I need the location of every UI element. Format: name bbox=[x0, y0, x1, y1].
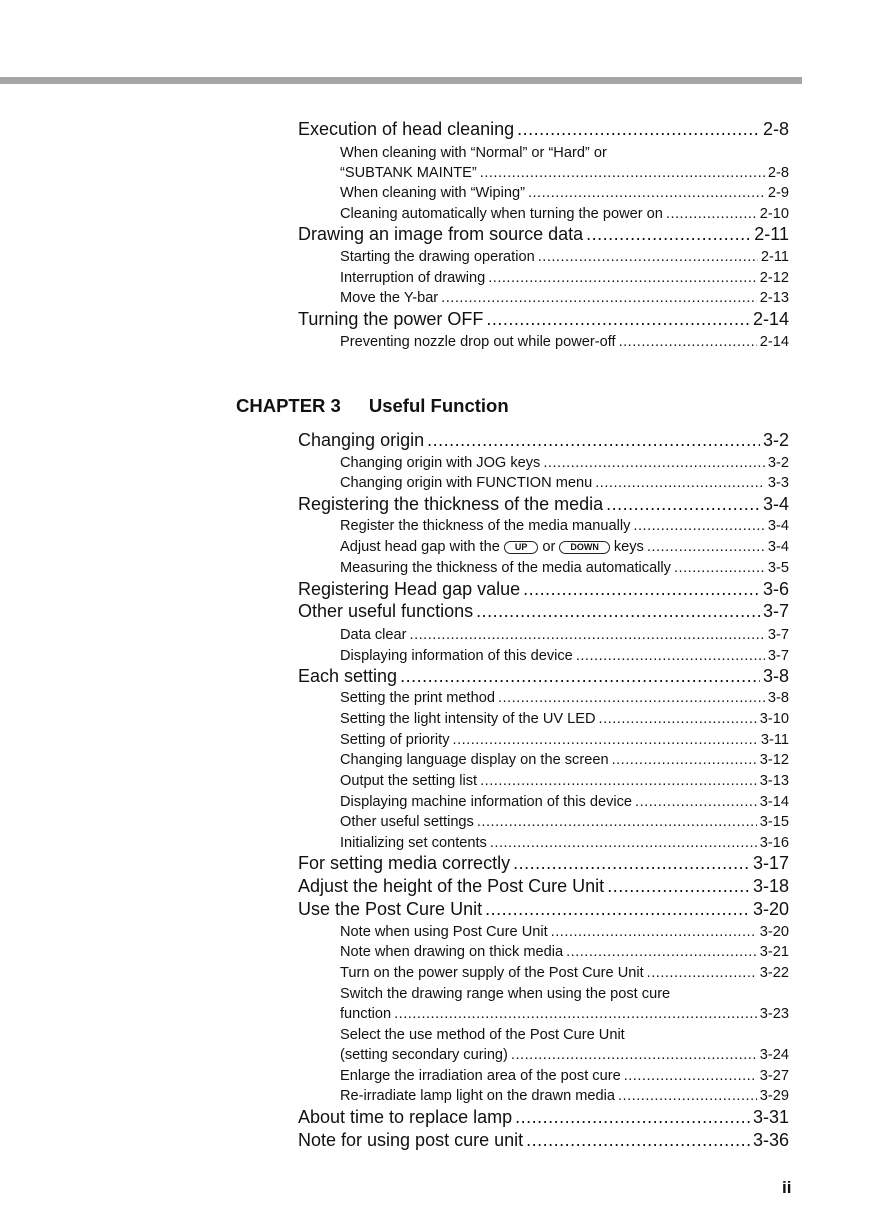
toc-entry-page: 3-16 bbox=[759, 835, 789, 851]
toc-entry-label: “SUBTANK MAINTE” bbox=[340, 165, 477, 181]
toc-entry-label: For setting media correctly bbox=[298, 853, 511, 873]
toc-entry-label: Execution of head cleaning bbox=[298, 119, 515, 139]
toc-subentry[interactable] bbox=[340, 475, 789, 493]
toc-entry-page: 3-17 bbox=[752, 853, 789, 873]
toc-entry-label: Move the Y-bar bbox=[340, 290, 439, 306]
toc-subentry[interactable] bbox=[340, 334, 789, 352]
toc-entry[interactable] bbox=[298, 1130, 789, 1152]
toc-entry-label: Setting of priority bbox=[340, 732, 450, 748]
toc-entry-page: 3-22 bbox=[759, 965, 789, 981]
toc-subentry[interactable] bbox=[340, 924, 789, 942]
toc-entry-label: Turning the power OFF bbox=[298, 309, 484, 329]
toc-entry-page: 3-29 bbox=[759, 1088, 789, 1104]
toc-entry-label: Register the thickness of the media manually bbox=[340, 518, 631, 534]
toc-entry-label: Starting the drawing operation bbox=[340, 249, 535, 265]
toc-entry-label: Measuring the thickness of the media automatically bbox=[340, 560, 671, 576]
toc-entry-label: Preventing nozzle drop out while power-off bbox=[340, 334, 616, 350]
toc-subentry[interactable] bbox=[340, 165, 789, 183]
toc-entry[interactable] bbox=[298, 224, 789, 246]
toc-entry[interactable] bbox=[298, 430, 789, 452]
toc-subentry[interactable] bbox=[340, 185, 789, 203]
toc-subentry[interactable] bbox=[340, 1047, 789, 1065]
chapter-number: CHAPTER 3 bbox=[236, 395, 341, 416]
toc-entry-label: Enlarge the irradiation area of the post cure bbox=[340, 1068, 621, 1084]
toc-entry[interactable] bbox=[298, 579, 789, 601]
toc-entry[interactable] bbox=[298, 1107, 789, 1129]
chapter-title: Useful Function bbox=[368, 395, 509, 416]
toc-entry-page: 3-36 bbox=[752, 1130, 789, 1150]
toc-subentry[interactable] bbox=[340, 794, 789, 812]
toc-entry-label-line: Switch the drawing range when using the post cure bbox=[340, 986, 671, 1002]
toc-subentry[interactable] bbox=[340, 539, 789, 557]
toc-entry-label: Turn on the power supply of the Post Cure Unit bbox=[340, 965, 644, 981]
toc-subentry[interactable] bbox=[340, 711, 789, 729]
page-number: ii bbox=[782, 1178, 792, 1197]
toc-entry-page: 2-11 bbox=[754, 224, 789, 244]
toc-subentry[interactable] bbox=[340, 560, 789, 578]
toc-entry-page: 3-6 bbox=[762, 579, 789, 599]
toc-entry-page: 3-4 bbox=[767, 518, 789, 534]
toc-entry-page: 3-10 bbox=[759, 711, 789, 727]
toc-subentry[interactable] bbox=[340, 835, 789, 853]
toc-entry-page: 2-12 bbox=[759, 270, 789, 286]
toc-entry-page: 2-13 bbox=[759, 290, 789, 306]
toc-entry-page: 3-2 bbox=[762, 430, 789, 450]
toc-entry-page: 3-8 bbox=[767, 690, 789, 706]
toc-subentry[interactable] bbox=[340, 627, 789, 645]
toc-entry[interactable] bbox=[298, 119, 789, 141]
toc-entry[interactable] bbox=[298, 899, 789, 921]
toc-entry-page: 2-8 bbox=[762, 119, 789, 139]
toc-entry-label: Changing language display on the screen bbox=[340, 752, 609, 768]
toc-entry-page: 3-5 bbox=[767, 560, 789, 576]
toc-entry-page: 3-2 bbox=[767, 455, 789, 471]
toc-entry-label: Other useful settings bbox=[340, 814, 474, 830]
header-rule bbox=[0, 77, 802, 84]
toc-entry-page: 3-14 bbox=[759, 794, 789, 810]
toc-entry-label: Cleaning automatically when turning the power on bbox=[340, 206, 663, 222]
toc-entry-label: Each setting bbox=[298, 666, 398, 686]
toc-entry-label: Changing origin with FUNCTION menu bbox=[340, 475, 593, 491]
toc-subentry[interactable] bbox=[340, 690, 789, 708]
toc-entry-label: Note when using Post Cure Unit bbox=[340, 924, 548, 940]
toc-entry-label: Registering the thickness of the media bbox=[298, 494, 604, 514]
up-key-icon: UP bbox=[504, 541, 539, 554]
toc-subentry[interactable] bbox=[340, 290, 789, 308]
toc-entry-page: 3-15 bbox=[759, 814, 789, 830]
toc-entry-page: 3-7 bbox=[767, 627, 789, 643]
toc-entry-label: Adjust head gap with the UP or DOWN keys bbox=[340, 539, 644, 555]
toc-subentry[interactable] bbox=[340, 270, 789, 288]
toc-entry-label: Note for using post cure unit bbox=[298, 1130, 524, 1150]
toc-entry[interactable] bbox=[298, 666, 789, 688]
toc-entry-page: 3-4 bbox=[767, 539, 789, 555]
toc-entry-page: 3-4 bbox=[762, 494, 789, 514]
toc-subentry[interactable] bbox=[340, 752, 789, 770]
toc-entry-page: 3-23 bbox=[759, 1006, 789, 1022]
toc-entry-label-line: When cleaning with “Normal” or “Hard” or bbox=[340, 145, 607, 161]
toc-entry-page: 3-24 bbox=[759, 1047, 789, 1063]
toc-entry-label-line: Select the use method of the Post Cure Unit bbox=[340, 1027, 625, 1043]
toc-entry-page: 3-27 bbox=[759, 1068, 789, 1084]
toc-entry-page: 3-21 bbox=[759, 944, 789, 960]
toc-entry-label: Drawing an image from source data bbox=[298, 224, 584, 244]
toc-entry-page: 2-10 bbox=[759, 206, 789, 222]
toc-entry-page: 3-31 bbox=[752, 1107, 789, 1127]
toc-entry-label: Use the Post Cure Unit bbox=[298, 899, 483, 919]
toc-subentry[interactable] bbox=[340, 732, 789, 750]
toc-entry-label: Changing origin bbox=[298, 430, 425, 450]
toc-entry-label: Adjust the height of the Post Cure Unit bbox=[298, 876, 605, 896]
toc-entry-label: Setting the print method bbox=[340, 690, 495, 706]
toc-subentry[interactable] bbox=[340, 773, 789, 791]
toc-entry-label: Interruption of drawing bbox=[340, 270, 486, 286]
toc-subentry[interactable] bbox=[340, 814, 789, 832]
chapter-heading bbox=[236, 395, 509, 417]
toc-entry-label: (setting secondary curing) bbox=[340, 1047, 508, 1063]
toc-entry-page: 3-13 bbox=[759, 773, 789, 789]
toc-subentry[interactable] bbox=[340, 1068, 789, 1086]
toc-entry-page: 2-8 bbox=[767, 165, 789, 181]
toc-subentry[interactable] bbox=[340, 1088, 789, 1106]
toc-subentry[interactable] bbox=[340, 648, 789, 666]
toc-entry-label: Registering Head gap value bbox=[298, 579, 521, 599]
toc-entry-page: 3-20 bbox=[759, 924, 789, 940]
toc-entry-page: 2-14 bbox=[759, 334, 789, 350]
toc-entry-label: function bbox=[340, 1006, 392, 1022]
toc-entry-page: 2-9 bbox=[767, 185, 789, 201]
toc-entry-page: 2-11 bbox=[760, 249, 789, 265]
toc-entry[interactable] bbox=[298, 853, 789, 875]
toc-entry-label: Displaying information of this device bbox=[340, 648, 573, 664]
toc-entry[interactable] bbox=[298, 309, 789, 331]
toc-subentry[interactable] bbox=[340, 944, 789, 962]
toc-entry-label: Re-irradiate lamp light on the drawn media bbox=[340, 1088, 615, 1104]
toc-entry-page: 3-8 bbox=[762, 666, 789, 686]
toc-entry-label: When cleaning with “Wiping” bbox=[340, 185, 525, 201]
toc-subentry[interactable] bbox=[340, 206, 789, 224]
toc-entry-page: 2-14 bbox=[752, 309, 789, 329]
toc-entry-page: 3-7 bbox=[767, 648, 789, 664]
down-key-icon: DOWN bbox=[559, 541, 610, 554]
toc-entry[interactable] bbox=[298, 601, 789, 623]
toc-subentry[interactable] bbox=[340, 965, 789, 983]
toc-subentry[interactable] bbox=[340, 249, 789, 267]
toc-entry-page: 3-7 bbox=[762, 601, 789, 621]
toc-entry-page: 3-20 bbox=[752, 899, 789, 919]
toc-subentry[interactable] bbox=[340, 1006, 789, 1024]
toc-entry-label: Other useful functions bbox=[298, 601, 474, 621]
toc-entry-label: Displaying machine information of this device bbox=[340, 794, 633, 810]
toc-entry-page: 3-12 bbox=[759, 752, 789, 768]
toc-entry-label: Data clear bbox=[340, 627, 407, 643]
toc-entry-label: Setting the light intensity of the UV LED bbox=[340, 711, 596, 727]
toc-subentry[interactable] bbox=[340, 455, 789, 473]
toc-entry-label: Changing origin with JOG keys bbox=[340, 455, 541, 471]
toc-entry-label: Output the setting list bbox=[340, 773, 478, 789]
toc-entry[interactable] bbox=[298, 494, 789, 516]
toc-entry-label: Note when drawing on thick media bbox=[340, 944, 564, 960]
toc-entry-label: About time to replace lamp bbox=[298, 1107, 513, 1127]
toc-entry-label: Initializing set contents bbox=[340, 835, 487, 851]
toc-entry-page: 3-3 bbox=[767, 475, 789, 491]
toc-subentry[interactable] bbox=[340, 518, 789, 536]
toc-entry[interactable] bbox=[298, 876, 789, 898]
toc-entry-page: 3-11 bbox=[760, 732, 789, 748]
toc-entry-page: 3-18 bbox=[752, 876, 789, 896]
